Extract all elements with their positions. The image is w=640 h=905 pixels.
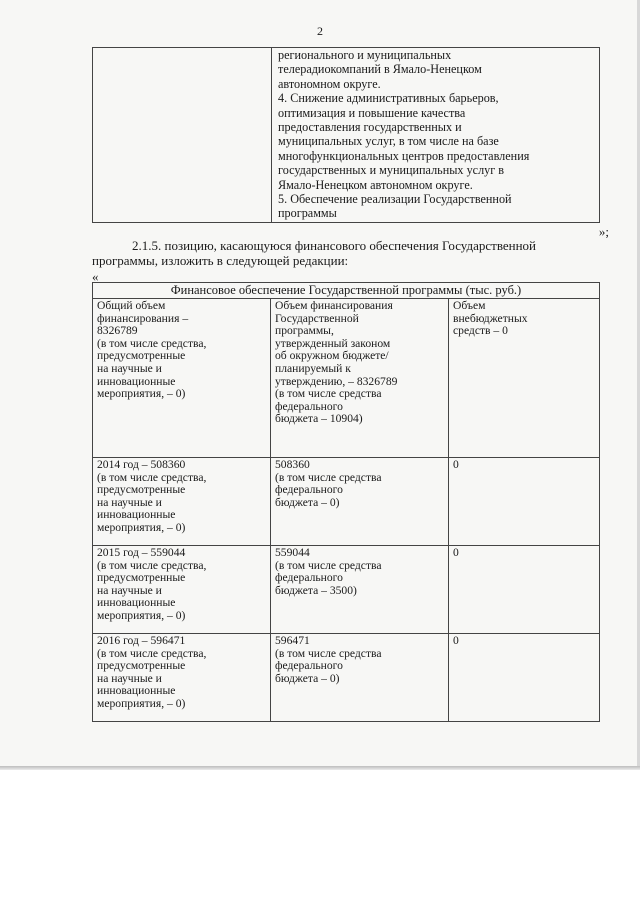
cell-line: (в том числе средства [275, 470, 382, 484]
continued-line: оптимизация и повышение качества [278, 105, 466, 120]
cell-line: инновационные [97, 508, 176, 522]
cell-line: на научные и [97, 671, 162, 685]
extrabudgetary-cell [449, 299, 599, 457]
cell-line: 2015 год – 559044 [97, 546, 186, 559]
year-total-cell [93, 458, 271, 545]
year-total-cell [93, 546, 271, 633]
paragraph-line: 2.1.5. позицию, касающуюся финансового обеспечения Государственной [132, 238, 537, 253]
program-funding-cell [271, 299, 449, 457]
scan-edge-shadow [0, 766, 640, 770]
continued-table-tasks-cell [272, 48, 599, 222]
cell-line: (в том числе средства, [97, 336, 207, 350]
continued-line: автономном округе. [278, 76, 381, 91]
continued-line: предоставления государственных и [278, 119, 462, 134]
cell-line: мероприятия, – 0) [97, 696, 186, 710]
cell-line: 8326789 [97, 324, 138, 338]
cell-line: предусмотренные [97, 349, 186, 363]
year-total-cell [93, 634, 271, 721]
cell-line: внебюджетных [453, 311, 528, 325]
cell-line: на научные и [97, 495, 162, 509]
closing-quote: »; [598, 224, 609, 239]
cell-line: средств – 0 [453, 324, 508, 338]
cell-line: бюджета – 10904) [275, 412, 363, 426]
cell-line: (в том числе средства [275, 646, 382, 660]
cell-line: мероприятия, – 0) [97, 608, 186, 622]
cell-line: бюджета – 0) [275, 495, 340, 509]
cell-line: федерального [275, 399, 343, 413]
cell-line: на научные и [97, 583, 162, 597]
cell-line: бюджета – 0) [275, 671, 340, 685]
paragraph-line: программы, изложить в следующей редакции: [92, 253, 349, 268]
continued-line: Ямало-Ненецком автономном округе. [278, 177, 473, 192]
cell-line: Объем [453, 299, 486, 312]
continued-line: 4. Снижение административных барьеров, [278, 91, 499, 106]
cell-line: федерального [275, 483, 343, 497]
cell-line: 0 [453, 458, 459, 471]
finance-table-row-2016 [93, 634, 599, 721]
finance-table-row-2014 [93, 458, 599, 546]
cell-line: утверждению, – 8326789 [275, 374, 398, 388]
cell-line: федерального [275, 659, 343, 673]
cell-line: 559044 [275, 546, 310, 559]
cell-line: мероприятия, – 0) [97, 387, 186, 401]
year-funding-cell [271, 458, 449, 545]
cell-line: 0 [453, 546, 459, 559]
continued-line: государственных и муниципальных услуг в [278, 163, 505, 178]
cell-line: бюджета – 3500) [275, 583, 357, 597]
cell-line: (в том числе средства [275, 558, 382, 572]
cell-line: Общий объем [97, 299, 166, 312]
cell-line: 2014 год – 508360 [97, 458, 186, 471]
total-volume-cell [93, 299, 271, 457]
cell-line: 596471 [275, 634, 310, 647]
cell-line: на научные и [97, 361, 162, 375]
cell-line: об окружном бюджете/ [275, 349, 389, 363]
finance-table-title: Финансовое обеспечение Государственной программы (тыс. руб.) [93, 283, 599, 299]
cell-line: 508360 [275, 458, 310, 471]
cell-line: (в том числе средства [275, 387, 382, 401]
opening-quote: « [92, 269, 99, 284]
cell-line: предусмотренные [97, 571, 186, 585]
cell-line: инновационные [97, 684, 176, 698]
cell-line: предусмотренные [97, 659, 186, 673]
cell-line: Государственной [275, 311, 359, 325]
continued-line: телерадиокомпаний в Ямало-Ненецком [278, 62, 482, 77]
year-extrabudgetary-cell [449, 634, 599, 721]
cell-line: мероприятия, – 0) [97, 520, 186, 534]
cell-line: программы, [275, 324, 334, 338]
continued-table [92, 47, 600, 223]
continued-line: программы [278, 206, 337, 221]
year-funding-cell [271, 634, 449, 721]
year-extrabudgetary-cell [449, 458, 599, 545]
page-number: 2 [317, 24, 323, 38]
finance-table-row-2015 [93, 546, 599, 634]
cell-line: утвержденный законом [275, 336, 391, 350]
cell-line: финансирования – [97, 311, 189, 325]
cell-line: 2016 год – 596471 [97, 634, 186, 647]
cell-line: Объем финансирования [275, 299, 393, 312]
continued-table-empty-cell [93, 48, 272, 222]
continued-line: 5. Обеспечение реализации Государственной [278, 191, 512, 206]
continued-line: муниципальных услуг, в том числе на базе [278, 134, 499, 149]
continued-line: многофункциональных центров предоставления [278, 148, 530, 163]
cell-line: 0 [453, 634, 459, 647]
year-funding-cell [271, 546, 449, 633]
cell-line: федерального [275, 571, 343, 585]
cell-line: планируемый к [275, 361, 351, 375]
finance-table [92, 282, 600, 722]
cell-line: (в том числе средства, [97, 470, 207, 484]
cell-line: инновационные [97, 596, 176, 610]
cell-line: (в том числе средства, [97, 558, 207, 572]
continued-line: регионального и муниципальных [278, 48, 452, 62]
cell-line: (в том числе средства, [97, 646, 207, 660]
year-extrabudgetary-cell [449, 546, 599, 633]
cell-line: инновационные [97, 374, 176, 388]
cell-line: предусмотренные [97, 483, 186, 497]
finance-table-header-row [93, 299, 599, 458]
